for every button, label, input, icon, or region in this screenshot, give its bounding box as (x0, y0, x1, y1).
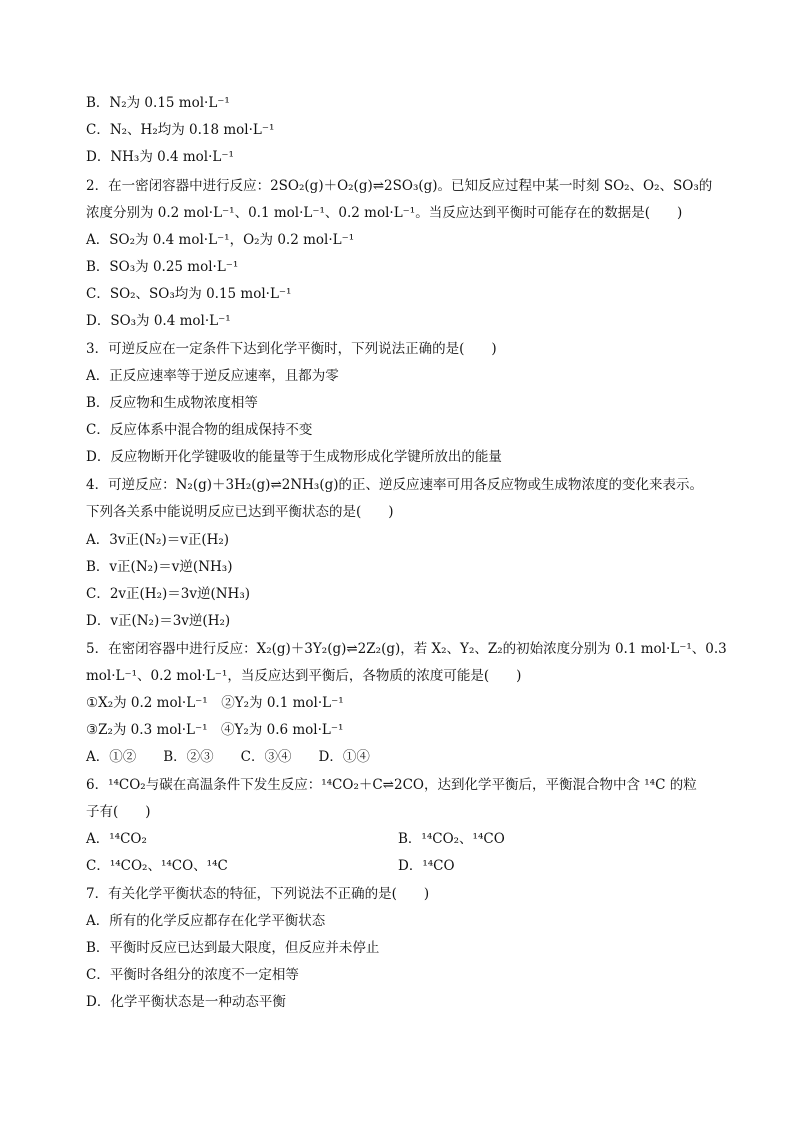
question-5-options: A．①② B．②③ C．③④ D．①④ (86, 749, 370, 765)
option-4c: C．2v正(H₂)＝3v逆(NH₃) (86, 586, 251, 602)
option-6c: C．¹⁴CO₂、¹⁴CO、¹⁴C (86, 858, 228, 874)
question-5-line-1: 5．在密闭容器中进行反应：X₂(g)＋3Y₂(g)⇌2Z₂(g)，若 X₂、Y₂、Z₂的初始浓度分别为 0.1 mol·L⁻¹、0.3 (86, 641, 727, 657)
option-2b: B．SO₃为 0.25 mol·L⁻¹ (86, 259, 239, 275)
question-5-items-2: ③Z₂为 0.3 mol·L⁻¹ ④Y₂为 0.6 mol·L⁻¹ (86, 722, 344, 738)
option-7b: B．平衡时反应已达到最大限度，但反应并未停止 (86, 940, 380, 956)
question-4-line-1: 4．可逆反应：N₂(g)＋3H₂(g)⇌2NH₃(g)的正、逆反应速率可用各反应物或生成物浓度的变化来表示。 (86, 477, 704, 493)
option-2c: C．SO₂、SO₃均为 0.15 mol·L⁻¹ (86, 286, 292, 302)
option-2a: A．SO₂为 0.4 mol·L⁻¹，O₂为 0.2 mol·L⁻¹ (86, 232, 355, 248)
option-3b: B．反应物和生成物浓度相等 (86, 395, 258, 411)
option-2d: D．SO₃为 0.4 mol·L⁻¹ (86, 313, 231, 329)
question-4-line-2: 下列各关系中能说明反应已达到平衡状态的是( ) (86, 504, 394, 520)
option-3a: A．正反应速率等于逆反应速率，且都为零 (86, 368, 339, 384)
option-6a: A．¹⁴CO₂ (86, 831, 147, 847)
option-6d: D．¹⁴CO (398, 858, 455, 874)
option-1b: B．N₂为 0.15 mol·L⁻¹ (86, 95, 230, 111)
question-2-line-1: 2．在一密闭容器中进行反应：2SO₂(g)＋O₂(g)⇌2SO₃(g)。已知反应过程中某一时刻 SO₂、O₂、SO₃的 (86, 178, 713, 194)
question-7: 7．有关化学平衡状态的特征，下列说法不正确的是( ) (86, 886, 430, 902)
question-6-line-1: 6．¹⁴CO₂与碳在高温条件下发生反应：¹⁴CO₂＋C⇌2CO，达到化学平衡后，平衡混合物中含 ¹⁴C 的粒 (86, 777, 697, 793)
option-3c: C．反应体系中混合物的组成保持不变 (86, 422, 313, 438)
option-1d: D．NH₃为 0.4 mol·L⁻¹ (86, 149, 234, 165)
question-6-options-row-2 (86, 856, 455, 876)
question-2-line-2: 浓度分别为 0.2 mol·L⁻¹、0.1 mol·L⁻¹、0.2 mol·L⁻¹。当反应达到平衡时可能存在的数据是( ) (86, 205, 683, 221)
question-3: 3．可逆反应在一定条件下达到化学平衡时，下列说法正确的是( ) (86, 341, 497, 357)
option-4d: D．v正(N₂)＝3v逆(H₂) (86, 613, 231, 629)
option-7d: D．化学平衡状态是一种动态平衡 (86, 994, 286, 1010)
question-6-line-2: 子有( ) (86, 804, 151, 820)
option-6b: B．¹⁴CO₂、¹⁴CO (398, 831, 505, 847)
option-7c: C．平衡时各组分的浓度不一定相等 (86, 967, 299, 983)
option-3d: D．反应物断开化学键吸收的能量等于生成物形成化学键所放出的能量 (86, 449, 502, 465)
question-6-options-row-1 (86, 829, 505, 849)
option-4b: B．v正(N₂)＝v逆(NH₃) (86, 559, 233, 575)
option-4a: A．3v正(N₂)＝v正(H₂) (86, 532, 230, 548)
question-5-items-1: ①X₂为 0.2 mol·L⁻¹ ②Y₂为 0.1 mol·L⁻¹ (86, 695, 344, 711)
option-1c: C．N₂、H₂均为 0.18 mol·L⁻¹ (86, 122, 275, 138)
option-7a: A．所有的化学反应都存在化学平衡状态 (86, 913, 326, 929)
question-5-line-2: mol·L⁻¹、0.2 mol·L⁻¹，当反应达到平衡后，各物质的浓度可能是( ) (86, 668, 522, 684)
